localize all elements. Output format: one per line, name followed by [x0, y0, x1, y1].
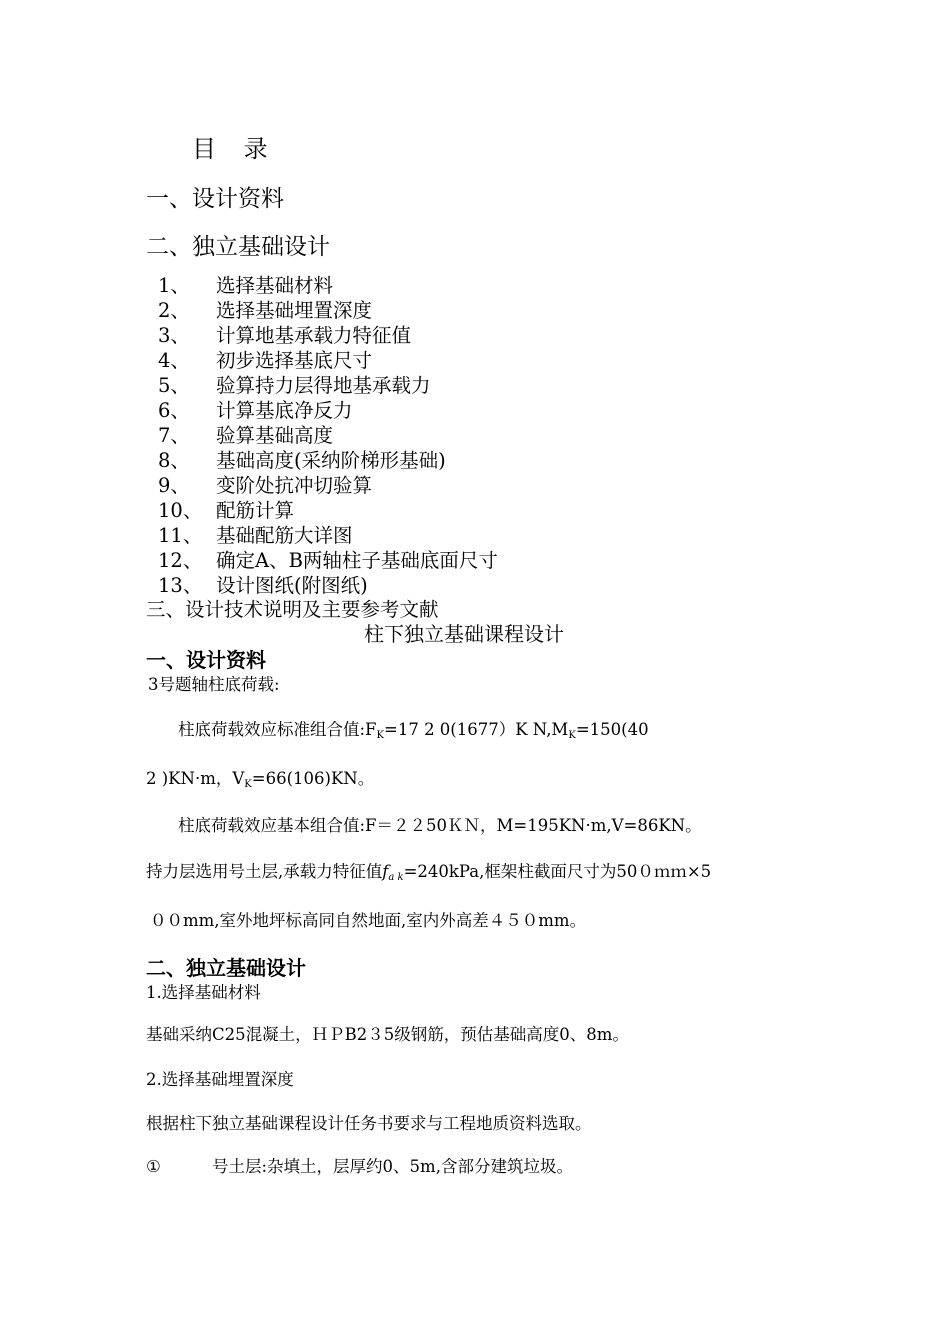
soil-layer-item: ① 号土层:杂填土，层厚约0、5m,含部分建筑垃圾。: [146, 1157, 573, 1176]
toc-section-2: 二、独立基础设计: [146, 234, 330, 260]
toc-section-3: 三、设计技术说明及主要参考文献: [146, 598, 439, 621]
bearing-layer-line-1: 持力层选用号土层,承载力特征值$f_{a k}=240kPa$,框架柱截面尺寸为50０ｍｍ×5: [146, 862, 712, 883]
toc-item: 13、 设计图纸(附图纸): [158, 574, 368, 597]
toc-item: 12、 确定A、B两轴柱子基础底面尺寸: [158, 549, 498, 572]
toc-item: 10、 配筋计算: [158, 499, 295, 522]
toc-item: 7、 验算基础高度: [158, 424, 334, 447]
subsection-depth: 2.选择基础埋置深度: [146, 1070, 294, 1089]
toc-section-1: 一、设计资料: [146, 186, 284, 212]
toc-item: 5、 验算持力层得地基承载力: [158, 374, 431, 397]
basic-combination: 柱底荷载效应基本组合值:F＝２２50ＫＮ，M=195KN·m,V=86KN。: [178, 816, 702, 835]
section-heading-foundation-design: 二、独立基础设计: [146, 956, 306, 980]
toc-item: 8、 基础高度(采纳阶梯形基础): [158, 449, 446, 472]
subsection-material: 1.选择基础材料: [146, 983, 261, 1002]
section-heading-design-data: 一、设计资料: [146, 648, 266, 672]
toc-item: 4、 初步选择基底尺寸: [158, 349, 373, 372]
bearing-layer-line-2: ００mm,室外地坪标高同自然地面,室内外高差４５０mm。: [150, 911, 587, 930]
toc-item: 6、 计算基底净反力: [158, 399, 353, 422]
depth-paragraph: 根据柱下独立基础课程设计任务书要求与工程地质资料选取。: [146, 1114, 592, 1133]
load-intro: 3号题轴柱底荷载:: [148, 675, 280, 694]
standard-combination-line-2: 2 )KN·m，$V_K=66(106)KN$。: [146, 769, 375, 790]
standard-combination-line-1: 柱底荷载效应标准组合值$:F_K=17$ 2 0(1677）K $N,M_K=150(40$: [178, 720, 649, 741]
toc-title: 目 录: [192, 135, 278, 163]
toc-item: 1、 选择基础材料: [158, 274, 334, 297]
material-paragraph: 基础采纳C25混凝土，ＨＰB2３5级钢筋，预估基础高度0、8m。: [146, 1025, 629, 1044]
document-title: 柱下独立基础课程设计: [364, 622, 564, 646]
toc-item: 11、 基础配筋大详图: [158, 524, 353, 547]
toc-item: 3、 计算地基承载力特征值: [158, 324, 412, 347]
toc-item: 9、 变阶处抗冲切验算: [158, 474, 373, 497]
toc-item: 2、 选择基础埋置深度: [158, 299, 373, 322]
